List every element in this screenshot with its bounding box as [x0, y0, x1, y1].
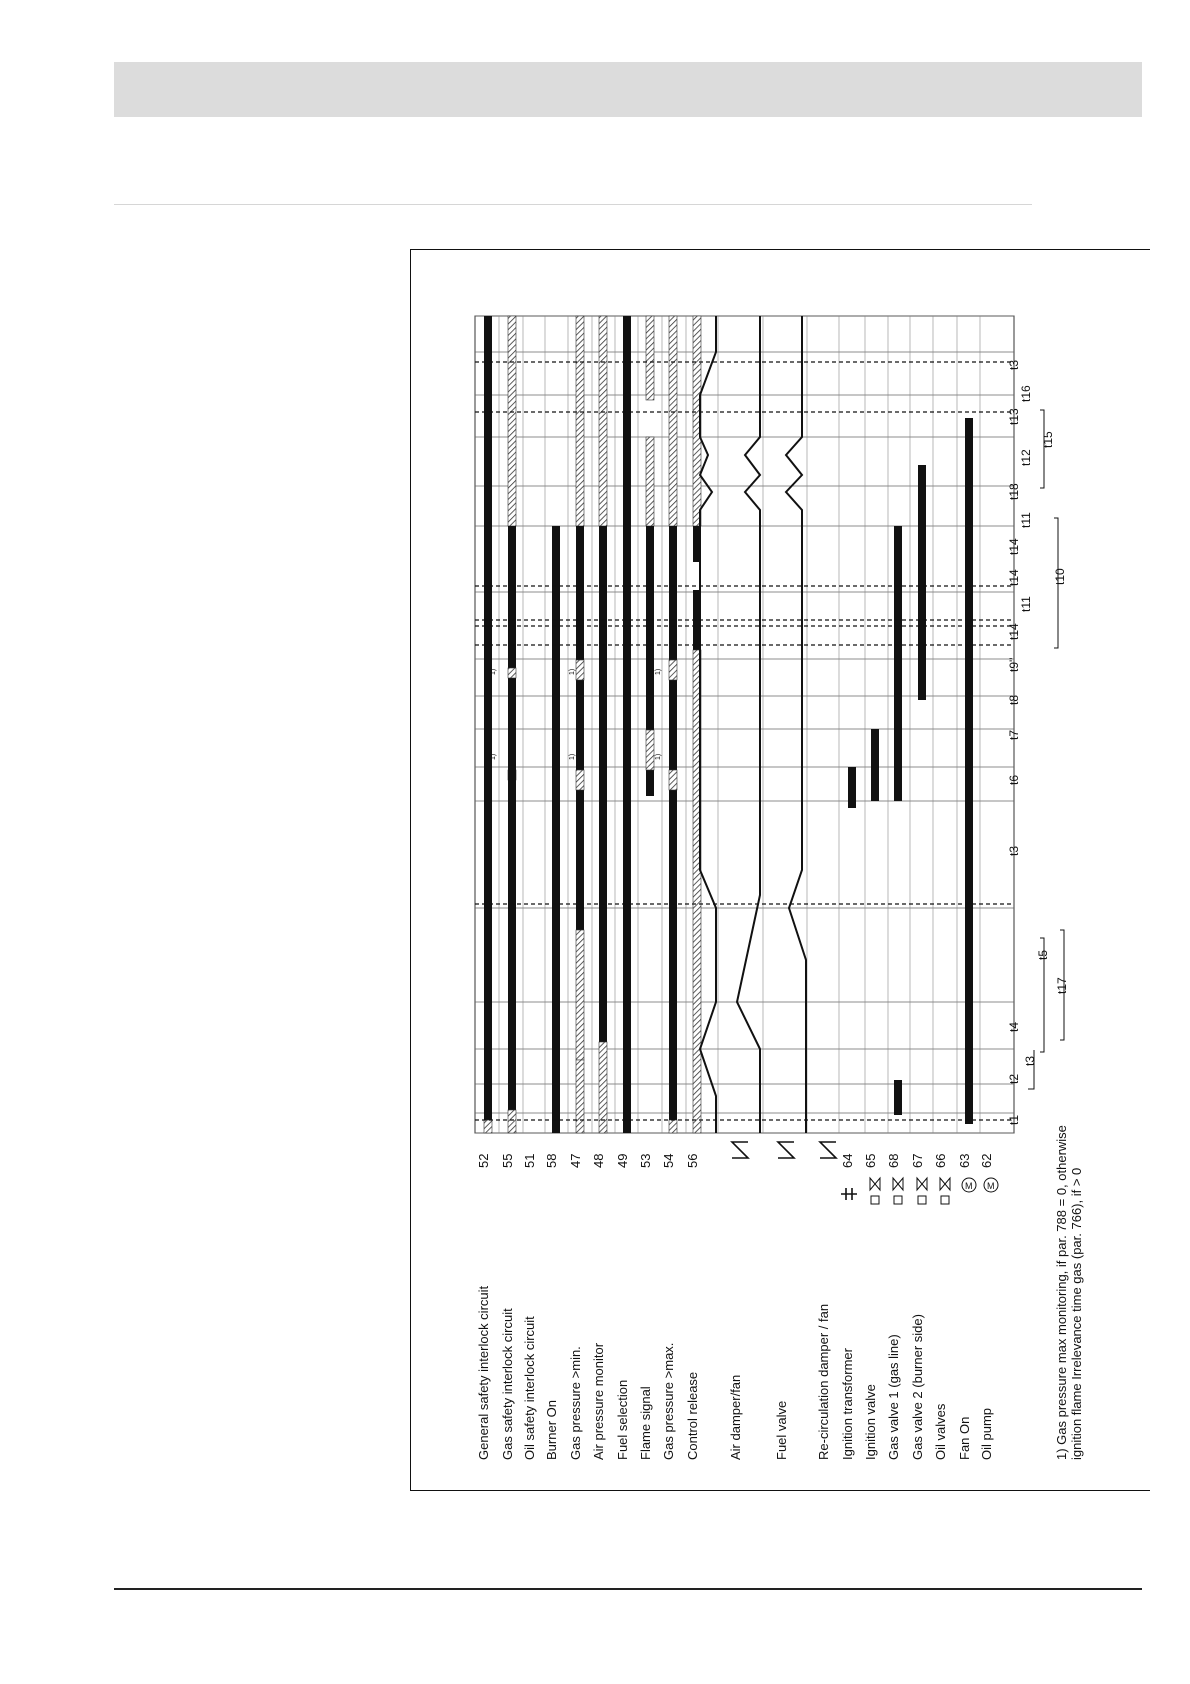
time-label: t17	[1055, 977, 1069, 994]
signal-number: 56	[685, 1153, 700, 1168]
signal-bar-undefined	[508, 1110, 516, 1133]
footnote-marker: 1)	[655, 753, 662, 760]
signal-bar-on	[894, 526, 902, 801]
signal-number: 64	[840, 1153, 855, 1168]
signal-number: 67	[910, 1153, 925, 1168]
footnote-marker: 1)	[490, 668, 497, 675]
signal-bar-undefined	[669, 1120, 677, 1133]
signal-bar-undefined	[576, 770, 584, 790]
signal-bar-undefined	[646, 437, 654, 526]
valve-icon	[940, 1178, 950, 1190]
time-label: t14	[1007, 623, 1021, 640]
signal-bar-on	[848, 767, 856, 808]
signal-bar-undefined	[669, 660, 677, 680]
signal-bar-undefined	[576, 660, 584, 680]
signal-label: Ignition valve	[863, 1384, 878, 1460]
signal-label: Oil pump	[979, 1407, 994, 1460]
signal-bar-undefined	[508, 316, 516, 526]
signal-label: Fan On	[957, 1416, 972, 1460]
time-label: t3	[1007, 845, 1021, 856]
footnote-marker: 1)	[490, 753, 497, 760]
valve-actuator-icon	[918, 1196, 926, 1204]
time-label: t9''	[1007, 657, 1021, 672]
signal-number: 66	[933, 1153, 948, 1168]
signal-label: Fuel selection	[615, 1379, 630, 1460]
time-label: t18	[1007, 483, 1021, 500]
time-brace	[1040, 410, 1044, 488]
signal-bar-on	[965, 418, 973, 1124]
signal-label: Re-circulation damper / fan	[816, 1303, 831, 1460]
signal-number: 53	[638, 1153, 653, 1168]
signal-label: Oil valves	[933, 1403, 948, 1460]
time-label: t11	[1019, 596, 1033, 612]
time-label: t16	[1019, 385, 1033, 402]
signal-label: Oil safety interlock circuit	[522, 1316, 537, 1460]
time-label: t5	[1036, 949, 1050, 960]
analogue-marker	[732, 1142, 748, 1158]
valve-actuator-icon	[941, 1196, 949, 1204]
fuel-valve-trace	[737, 316, 760, 1133]
signal-bar-undefined	[508, 668, 516, 678]
signal-label: General safety interlock circuit	[476, 1285, 491, 1460]
signal-number: 68	[886, 1153, 901, 1168]
signal-bar-on	[894, 1080, 902, 1115]
signal-bar-on	[508, 767, 516, 1110]
signal-label: Gas valve 2 (burner side)	[910, 1314, 925, 1460]
time-label: t1	[1007, 1114, 1021, 1125]
motor-icon-letter: M	[965, 1181, 973, 1191]
signal-label: Flame signal	[638, 1386, 653, 1460]
signal-bar-on	[623, 316, 631, 1133]
signal-label: Burner On	[544, 1400, 559, 1460]
signal-label: Gas safety interlock circuit	[500, 1308, 515, 1460]
signal-label: Air damper/fan	[728, 1374, 743, 1460]
footnote-marker: 1)	[655, 668, 662, 675]
signal-bar-undefined	[599, 1042, 607, 1133]
valve-icon	[917, 1178, 927, 1190]
time-label: t7	[1007, 729, 1021, 740]
time-label: t2	[1007, 1073, 1021, 1084]
signal-bar-undefined	[576, 1060, 584, 1133]
time-label: t8	[1007, 694, 1021, 705]
footnote-line-2: ignition flame Irrelevance time gas (par. 766), if > 0	[1069, 1167, 1084, 1460]
signal-bar-undefined	[669, 770, 677, 790]
valve-icon	[893, 1178, 903, 1190]
signal-number: 54	[661, 1153, 676, 1168]
footnote-line-1: 1) Gas pressure max monitoring, if par. 788 = 0, otherwise	[1054, 1125, 1069, 1460]
signal-bar-on	[871, 729, 879, 801]
signal-bar-on	[484, 316, 492, 1120]
signal-label: Gas pressure >max.	[661, 1342, 676, 1460]
signal-bar-on	[669, 526, 677, 1120]
signal-number: 65	[863, 1153, 878, 1168]
signal-label: Gas valve 1 (gas line)	[886, 1334, 901, 1460]
signal-number: 62	[979, 1153, 994, 1168]
motor-icon-letter: M	[987, 1181, 995, 1191]
time-label: t14	[1007, 538, 1021, 555]
time-label: t3	[1007, 359, 1021, 370]
time-label: t13	[1007, 408, 1021, 425]
signal-bar-on	[552, 526, 560, 1133]
signal-number: 51	[522, 1153, 537, 1168]
signal-number: 47	[568, 1153, 583, 1168]
signal-number: 58	[544, 1153, 559, 1168]
signal-bar-undefined	[646, 316, 654, 400]
analogue-marker	[820, 1142, 836, 1158]
signal-number: 63	[957, 1153, 972, 1168]
time-label: t4	[1007, 1021, 1021, 1032]
signal-bar-undefined	[646, 730, 654, 770]
signal-bar-undefined	[669, 316, 677, 526]
signal-bar-undefined	[484, 1120, 492, 1133]
signal-label: Control release	[685, 1371, 700, 1460]
signal-bar-undefined	[576, 316, 584, 526]
signal-bar-undefined	[576, 930, 584, 1060]
time-label: t10	[1053, 568, 1067, 585]
time-label: t3	[1023, 1055, 1037, 1066]
signal-label: Air pressure monitor	[591, 1342, 606, 1460]
transformer-icon	[841, 1188, 857, 1200]
footnote-marker: 1)	[569, 753, 576, 760]
signal-label: Ignition transformer	[840, 1348, 855, 1460]
air-damper-trace	[700, 316, 716, 1133]
time-label: t15	[1041, 431, 1055, 448]
signal-number: 52	[476, 1153, 491, 1168]
signal-bar-on	[599, 526, 607, 1042]
signal-number: 55	[500, 1153, 515, 1168]
valve-actuator-icon	[894, 1196, 902, 1204]
footnote-marker: 1)	[569, 668, 576, 675]
valve-icon	[870, 1178, 880, 1190]
signal-bar-on	[918, 465, 926, 700]
time-label: t11	[1019, 512, 1033, 528]
signal-label: Gas pressure >min.	[568, 1346, 583, 1460]
time-label: t6	[1007, 774, 1021, 785]
signal-number: 48	[591, 1153, 606, 1168]
time-label: t14	[1007, 569, 1021, 586]
signal-bar-on	[508, 526, 516, 767]
analogue-marker	[778, 1142, 794, 1158]
signal-label: Fuel valve	[774, 1400, 789, 1460]
time-label: t12	[1019, 449, 1033, 466]
time-brace	[1028, 1050, 1034, 1089]
signal-bar-undefined	[599, 316, 607, 526]
recirculation-trace	[786, 316, 806, 1133]
valve-actuator-icon	[871, 1196, 879, 1204]
signal-number: 49	[615, 1153, 630, 1168]
